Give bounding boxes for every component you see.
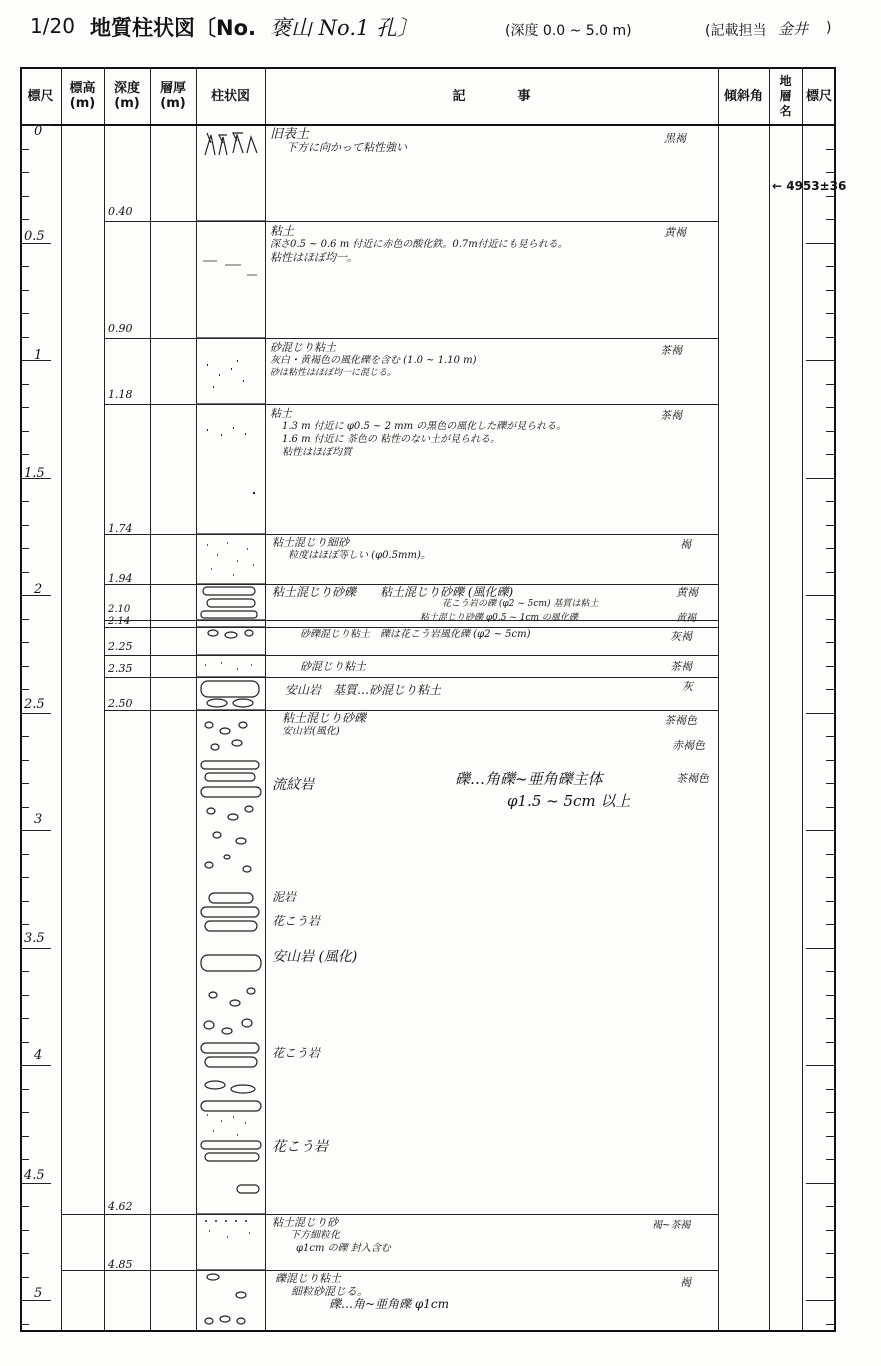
depth-range: (深度 0.0 ~ 5.0 m) (505, 23, 632, 39)
scale-tick (21, 1065, 51, 1066)
desc-line: 粘土混じり砂 (272, 1216, 338, 1229)
scale-label: 2.5 (24, 697, 45, 712)
note-line: φ1.5 ~ 5cm 以上 (507, 792, 631, 810)
layer-description: 粘土混じり砂礫 φ0.5 ~ 1cm の風化礫 (420, 613, 578, 623)
scale-tick (21, 689, 29, 690)
scale-label: 0 (34, 124, 43, 139)
col-divider (769, 67, 770, 1332)
scale-tick (21, 1230, 29, 1231)
scale-tick (21, 1277, 29, 1278)
col-scale-right: 標尺 (805, 88, 832, 104)
scale-tick (21, 1136, 29, 1137)
scale-tick (21, 266, 29, 267)
desc-line: 粒度はほぼ等しい (φ0.5mm)。 (288, 550, 431, 561)
scale-tick (826, 172, 834, 173)
rock-label: 花こう岩 (272, 914, 321, 928)
scale-label: 1.5 (24, 466, 45, 481)
scale-tick (21, 619, 29, 620)
layer-boundary (61, 1214, 718, 1215)
scale-tick (21, 548, 29, 549)
layer-description (270, 128, 407, 154)
rock-label: 流紋岩 (272, 777, 314, 793)
desc-line: 細粒砂混じる。 (291, 1285, 368, 1298)
scale-tick (21, 1159, 29, 1160)
col-depth: 深度 (m) (113, 81, 140, 111)
scale-tick (826, 642, 834, 643)
scale-tick (826, 384, 834, 385)
scale-tick (826, 431, 834, 432)
scale-tick (826, 290, 834, 291)
scale-tick (826, 149, 834, 150)
scale-tick (806, 360, 834, 361)
desc-line: 深さ0.5 ~ 0.6 m 付近に赤色の酸化鉄。0.7m付近にも見られる。 (270, 239, 568, 250)
layer-description (270, 225, 568, 264)
scale-tick (21, 431, 29, 432)
header-rule (20, 124, 836, 126)
desc-line: 砂混じり粘土 (270, 341, 336, 354)
scale-tick (826, 313, 834, 314)
scale-tick (806, 1300, 834, 1301)
depth-value: 0.90 (108, 322, 133, 335)
layer-description (275, 1272, 449, 1311)
depth-value: 2.50 (108, 697, 133, 710)
scale-tick (826, 924, 834, 925)
scale-tick (826, 219, 834, 220)
layer-color: 黄褐 (676, 586, 698, 599)
borehole-name: 褒山 No.1 孔〕 (270, 16, 419, 40)
scale-tick (21, 196, 29, 197)
scale-tick (826, 407, 834, 408)
scale-tick (826, 619, 834, 620)
desc-line: 砂は粘性はほぼ均一に混じる。 (270, 368, 397, 378)
scale-tick (21, 760, 29, 761)
scale-tick (826, 901, 834, 902)
desc-line: 礫混じり粘土 (275, 1272, 341, 1285)
scale-tick (21, 501, 29, 502)
layer-color: 灰褐 (670, 630, 692, 643)
layer-color: 赤褐色 (672, 739, 705, 752)
desc-line: 粘性はほぼ均一。 (270, 251, 358, 264)
scale-tick (806, 1183, 834, 1184)
layer-description: 砂礫混じり粘土 礫は花こう岩風化礫 (φ2 ~ 5cm) (300, 629, 531, 640)
scale-tick (21, 1112, 29, 1113)
scale-tick (21, 1324, 29, 1325)
layer-boundary (61, 1270, 718, 1271)
scale-tick (806, 713, 834, 714)
scale-tick (21, 924, 29, 925)
scale-tick (826, 1018, 834, 1019)
scale-tick (21, 454, 29, 455)
recorder-name: 金井 (778, 20, 809, 38)
scale-tick (826, 454, 834, 455)
layer-description (272, 1216, 391, 1255)
depth-value: 1.94 (108, 572, 133, 585)
col-divider (802, 67, 803, 1332)
layer-color: 茶褐 (660, 344, 682, 357)
scale-tick (21, 948, 51, 949)
rock-label: 泥岩 (272, 890, 297, 904)
scale-tick (21, 1042, 29, 1043)
scale-tick (826, 1136, 834, 1137)
col-formation: 地 層 名 (779, 73, 792, 118)
scale-tick (806, 830, 834, 831)
depth-value: 2.14 (108, 616, 131, 627)
col-column: 柱状図 (210, 88, 250, 104)
scale-tick (826, 783, 834, 784)
scale-tick (826, 525, 834, 526)
scale-tick (826, 1324, 834, 1325)
scale-tick (21, 901, 29, 902)
scale-tick (21, 783, 29, 784)
scale-tick (806, 478, 834, 479)
desc-line: 粘土混じり砂礫 粘土混じり砂礫 (風化礫) (272, 585, 514, 599)
col-divider (718, 67, 719, 1332)
scale-tick (21, 384, 29, 385)
scale-tick (826, 736, 834, 737)
desc-line: 1.3 m 付近に φ0.5 ~ 2 mm の黒色の風化した礫が見られる。 (282, 421, 567, 432)
scale-tick (806, 125, 834, 126)
layer-color: 茶褐色 (664, 714, 697, 727)
scale-tick (826, 995, 834, 996)
desc-line: 1.6 m 付近に 茶色の 粘性のない土が見られる。 (282, 434, 501, 445)
scale-tick (21, 1253, 29, 1254)
scale-label: 2 (34, 582, 43, 597)
scale-tick (21, 572, 29, 573)
recorder-label: (記載担当 (705, 23, 767, 39)
scale-label: 4.5 (24, 1168, 45, 1183)
scale-tick (826, 666, 834, 667)
depth-value: 2.10 (108, 604, 131, 615)
scale-tick (806, 1065, 834, 1066)
scale-tick (826, 1206, 834, 1207)
layer-color: 褐 (680, 1276, 691, 1289)
col-divider (265, 67, 266, 1332)
scale-tick (826, 196, 834, 197)
col-divider (150, 67, 151, 1332)
benchmark-value: ← 4953±36 (772, 179, 847, 193)
layer-color: 黄褐 (676, 613, 696, 624)
scale-tick (826, 1253, 834, 1254)
col-elevation: 標高 (m) (69, 81, 96, 111)
scale-tick (21, 172, 29, 173)
col-description: 記 事 (452, 88, 531, 104)
scale-label: 1 (34, 348, 43, 363)
scale-label: 4 (34, 1048, 43, 1063)
desc-line: 花こう岩の礫 (φ2 ~ 5cm) 基質は粘土 (442, 599, 599, 609)
layer-color: 褐~茶褐 (652, 1220, 691, 1231)
desc-line: 粘土 (270, 224, 295, 238)
depth-value: 4.85 (108, 1258, 133, 1271)
desc-line: 灰白・黄褐色の風化礫を含む (1.0 ~ 1.10 m) (270, 355, 477, 366)
scale-tick (21, 290, 29, 291)
scale-tick (826, 337, 834, 338)
layer-description (272, 586, 598, 610)
layer-description (282, 712, 366, 738)
scale-tick (21, 713, 51, 714)
layer-color: 褐 (680, 538, 691, 551)
layer-color: 黒褐 (664, 132, 686, 145)
depth-value: 2.25 (108, 640, 133, 653)
scale-tick (21, 149, 29, 150)
layer-description (270, 341, 477, 380)
desc-line: 安山岩(風化) (282, 726, 340, 737)
gravel-note (455, 768, 630, 812)
desc-line: 粘性はほぼ均質 (282, 447, 352, 458)
scale-tick (21, 971, 29, 972)
scale-label: 3.5 (24, 931, 45, 946)
scale-tick (826, 266, 834, 267)
scale-tick (826, 1112, 834, 1113)
desc-line: φ1cm の礫 封入含む (296, 1243, 391, 1254)
desc-line: 下方に向かって粘性強い (286, 141, 407, 154)
scale-tick (21, 854, 29, 855)
desc-line: 粘土 (270, 407, 292, 420)
scale-tick (826, 877, 834, 878)
layer-description: 砂混じり粘土 (300, 660, 366, 673)
scale-tick (21, 807, 29, 808)
recorder-close: ) (826, 20, 832, 36)
lithology-column (197, 125, 265, 1330)
scale-tick (21, 736, 29, 737)
layer-color: 灰 (682, 680, 693, 693)
scale-label: 5 (34, 1286, 43, 1301)
desc-line: 礫…角~亜角礫 φ1cm (329, 1297, 450, 1311)
depth-value: 4.62 (108, 1200, 133, 1213)
scale-tick (21, 1089, 29, 1090)
scale-tick (21, 337, 29, 338)
note-line: 礫…角礫~亜角礫主体 (455, 770, 603, 788)
scale-tick (806, 243, 834, 244)
scale-tick (21, 407, 29, 408)
scale-tick (21, 642, 29, 643)
col-divider (61, 67, 62, 1332)
scale-tick (21, 219, 29, 220)
scale-tick (806, 948, 834, 949)
scale-tick (826, 501, 834, 502)
scale-tick (826, 854, 834, 855)
layer-color: 茶褐色 (676, 772, 709, 785)
scale-tick (21, 1018, 29, 1019)
scale-tick (21, 1206, 29, 1207)
layer-description (272, 536, 431, 562)
scale-tick (21, 830, 51, 831)
layer-color: 茶褐 (660, 409, 682, 422)
scale-tick (826, 1089, 834, 1090)
col-dip: 傾斜角 (723, 88, 763, 104)
scale-tick (826, 572, 834, 573)
scale-tick (21, 313, 29, 314)
desc-line: 旧表土 (270, 127, 310, 142)
scale-tick (826, 1230, 834, 1231)
col-scale-left: 標尺 (27, 88, 54, 104)
scale-tick (826, 689, 834, 690)
scale-tick (21, 525, 29, 526)
scale-ratio: 1/20 (30, 14, 75, 38)
rock-label: 花こう岩 (272, 1139, 328, 1155)
depth-value: 0.40 (108, 205, 133, 218)
scale-tick (21, 995, 29, 996)
page-title: 地質柱状図〔No. (90, 16, 256, 40)
layer-color: 黄褐 (664, 226, 686, 239)
desc-line: 粘土混じり砂礫 (282, 711, 367, 725)
scale-tick (826, 807, 834, 808)
scale-tick (21, 877, 29, 878)
layer-description (270, 407, 566, 459)
desc-line: 粘土混じり細砂 (272, 536, 349, 549)
scale-label: 0.5 (24, 229, 45, 244)
scale-tick (826, 1277, 834, 1278)
scale-tick (806, 595, 834, 596)
scale-tick (21, 666, 29, 667)
rock-label: 安山岩 (風化) (272, 949, 358, 965)
rock-label: 花こう岩 (272, 1046, 321, 1060)
scale-tick (826, 548, 834, 549)
layer-color: 茶褐 (670, 660, 692, 673)
scale-tick (826, 1042, 834, 1043)
desc-line: 下方細粒化 (290, 1230, 340, 1241)
scale-tick (826, 971, 834, 972)
depth-value: 1.18 (108, 388, 133, 401)
depth-value: 2.35 (108, 662, 133, 675)
depth-value: 1.74 (108, 522, 133, 535)
scale-label: 3 (34, 812, 43, 827)
layer-description: 安山岩 基質…砂混じり粘土 (285, 683, 442, 697)
scale-tick (826, 760, 834, 761)
col-divider (104, 67, 105, 1332)
scale-tick (826, 1159, 834, 1160)
col-thickness: 層厚 (m) (159, 81, 186, 111)
